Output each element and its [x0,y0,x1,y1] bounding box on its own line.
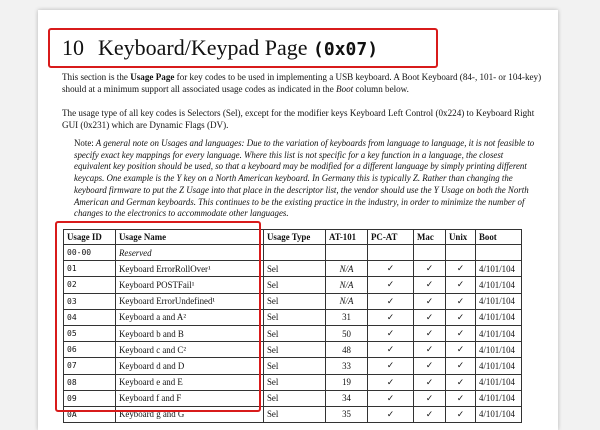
note-paragraph [74,138,542,220]
cell-usage-type: Sel [264,390,326,406]
header-usage-name: Usage Name [116,230,264,245]
usage-page-term: Usage Page [130,72,175,82]
cell-usage-name: Keyboard ErrorUndefined¹ [116,293,264,309]
cell-pcat: ✓ [368,390,414,406]
section-code: (0x07) [313,39,379,60]
header-boot: Boot [476,230,522,245]
cell-at101: 35 [326,406,368,422]
cell-mac [414,245,446,261]
cell-unix: ✓ [446,358,476,374]
intro-text-pre: This section is the [62,72,131,82]
cell-usage-name: Reserved [116,245,264,261]
cell-mac: ✓ [414,309,446,325]
cell-boot: 4/101/104 [476,390,522,406]
cell-usage-id: 0A [64,406,116,422]
cell-usage-type: Sel [264,358,326,374]
cell-at101: N/A [326,277,368,293]
cell-unix: ✓ [446,390,476,406]
cell-unix: ✓ [446,293,476,309]
cell-pcat: ✓ [368,309,414,325]
cell-unix [446,245,476,261]
cell-pcat: ✓ [368,325,414,341]
cell-pcat: ✓ [368,261,414,277]
cell-usage-id: 04 [64,309,116,325]
cell-pcat: ✓ [368,293,414,309]
header-at101: AT-101 [326,230,368,245]
cell-unix: ✓ [446,277,476,293]
cell-at101: 19 [326,374,368,390]
cell-usage-type: Sel [264,277,326,293]
note-lead: Note: [74,138,94,148]
cell-usage-name: Keyboard g and G [116,406,264,422]
cell-mac: ✓ [414,390,446,406]
cell-at101: 48 [326,342,368,358]
cell-at101: 33 [326,358,368,374]
cell-usage-id: 06 [64,342,116,358]
section-number: 10 [62,35,84,60]
cell-unix: ✓ [446,309,476,325]
cell-unix: ✓ [446,325,476,341]
cell-pcat: ✓ [368,406,414,422]
cell-mac: ✓ [414,325,446,341]
section-title-text: Keyboard/Keypad Page [98,35,308,60]
cell-boot: 4/101/104 [476,374,522,390]
cell-mac: ✓ [414,358,446,374]
section-title [62,35,378,61]
cell-boot [476,245,522,261]
note-text: A general note on Usages and languages: Due to the variation of keyboards from language to language, it is not feasible to specify exact key mappings for every language. Where this list is not specific for a key function in a language, the closest equivalent key position should be used, so that a keyboard may be modified for a different language by simply printing different keycaps. One example is the Y key on a North American keyboard. In Germany this is typically Z. Rather than changing the keyboard firmware to put the Z Usage into that place in the descriptor list, the vendor should use the Y Usage on both the North American and German keyboards. This continues to be the existing practice in the industry, in order to minimize the number of changes to the electronics to accommodate other languages. [74,138,535,219]
cell-boot: 4/101/104 [476,261,522,277]
cell-mac: ✓ [414,261,446,277]
cell-usage-id: 00-00 [64,245,116,261]
cell-mac: ✓ [414,406,446,422]
cell-usage-name: Keyboard ErrorRollOver¹ [116,261,264,277]
cell-usage-name: Keyboard d and D [116,358,264,374]
cell-usage-id: 08 [64,374,116,390]
cell-boot: 4/101/104 [476,293,522,309]
cell-usage-name: Keyboard e and E [116,374,264,390]
cell-at101: N/A [326,293,368,309]
cell-usage-type: Sel [264,342,326,358]
cell-at101 [326,245,368,261]
cell-usage-id: 02 [64,277,116,293]
header-pcat: PC-AT [368,230,414,245]
cell-usage-type: Sel [264,406,326,422]
cell-unix: ✓ [446,406,476,422]
header-usage-id: Usage ID [64,230,116,245]
cell-at101: 34 [326,390,368,406]
header-mac: Mac [414,230,446,245]
cell-pcat [368,245,414,261]
cell-usage-type [264,245,326,261]
cell-at101: 50 [326,325,368,341]
cell-usage-name: Keyboard b and B [116,325,264,341]
intro-paragraph [62,72,542,95]
cell-boot: 4/101/104 [476,358,522,374]
cell-usage-name: Keyboard a and A² [116,309,264,325]
usage-type-paragraph: The usage type of all key codes is Selectors (Sel), except for the modifier keys Keyboard Left Control (0x224) to Keyboard Right GUI (0x231) which are Dynamic Flags (DV). [62,108,535,130]
cell-usage-name: Keyboard f and F [116,390,264,406]
cell-usage-type: Sel [264,261,326,277]
cell-usage-type: Sel [264,309,326,325]
cell-unix: ✓ [446,342,476,358]
cell-unix: ✓ [446,261,476,277]
cell-mac: ✓ [414,342,446,358]
cell-usage-name: Keyboard c and C² [116,342,264,358]
cell-usage-type: Sel [264,374,326,390]
cell-at101: 31 [326,309,368,325]
cell-usage-id: 03 [64,293,116,309]
cell-usage-name: Keyboard POSTFail¹ [116,277,264,293]
cell-boot: 4/101/104 [476,406,522,422]
cell-usage-id: 01 [64,261,116,277]
cell-unix: ✓ [446,374,476,390]
cell-usage-type: Sel [264,293,326,309]
header-usage-type: Usage Type [264,230,326,245]
cell-boot: 4/101/104 [476,342,522,358]
cell-usage-id: 05 [64,325,116,341]
cell-at101: N/A [326,261,368,277]
cell-usage-id: 07 [64,358,116,374]
cell-pcat: ✓ [368,342,414,358]
usage-columns-highlight-box [55,221,261,412]
cell-usage-type: Sel [264,325,326,341]
cell-usage-id: 09 [64,390,116,406]
header-unix: Unix [446,230,476,245]
cell-mac: ✓ [414,293,446,309]
intro-text-end: column below. [353,83,409,94]
cell-boot: 4/101/104 [476,309,522,325]
cell-boot: 4/101/104 [476,277,522,293]
intro-text-post: for key codes to be used in implementing a USB keyboard. A Boot Keyboard (84-, 101- or 104-key) should at a minimum support all associated usage codes as indicated in the [62,72,542,94]
boot-term: Boot [336,83,354,94]
cell-mac: ✓ [414,374,446,390]
cell-pcat: ✓ [368,277,414,293]
cell-boot: 4/101/104 [476,325,522,341]
cell-pcat: ✓ [368,374,414,390]
cell-pcat: ✓ [368,358,414,374]
cell-mac: ✓ [414,277,446,293]
